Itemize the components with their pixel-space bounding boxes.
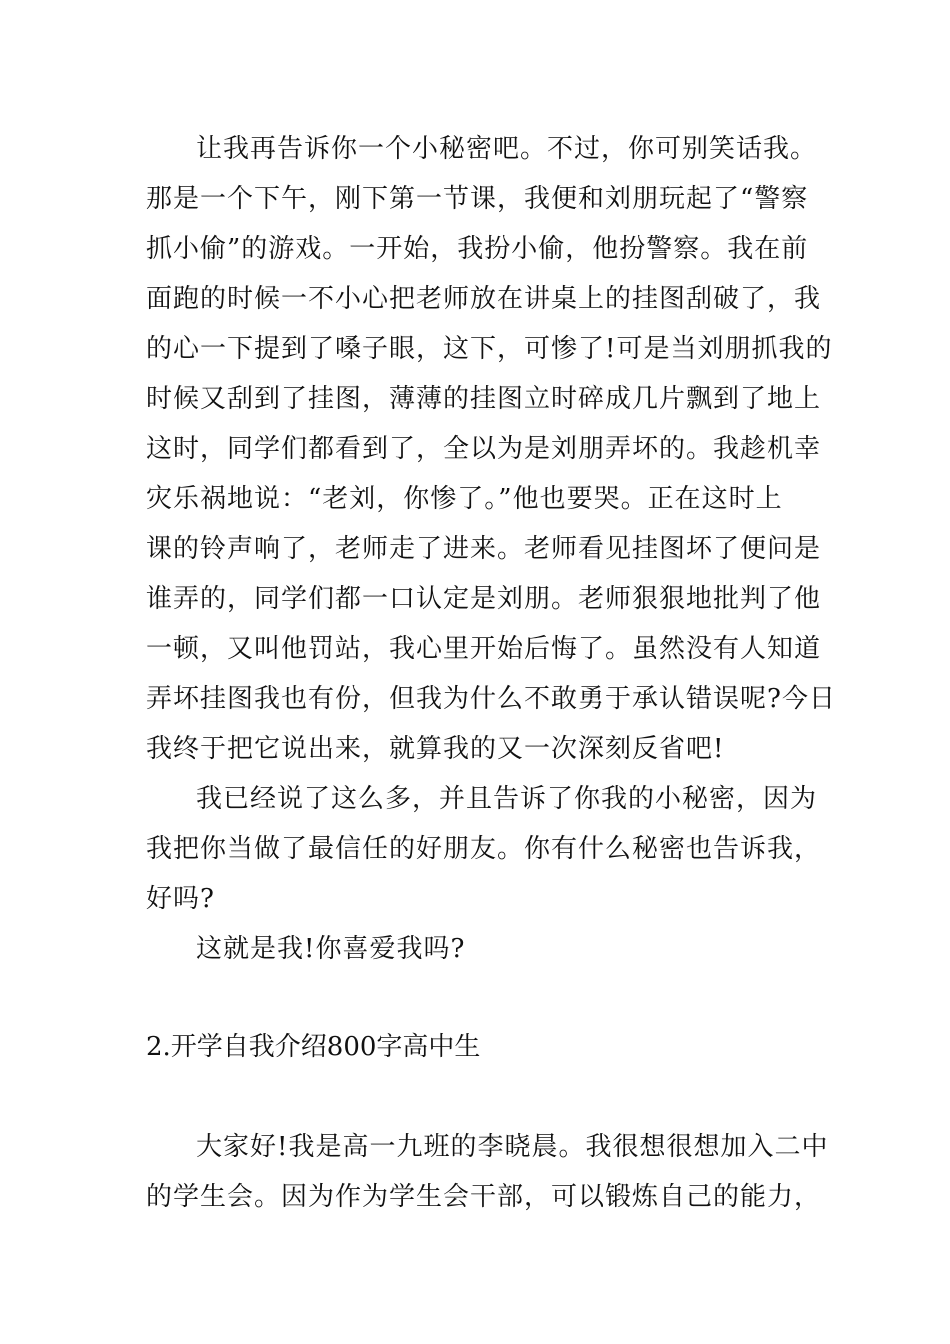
paragraph-line: 抓小偷”的游戏。一开始，我扮小偷，他扮警察。我在前 [146, 234, 809, 264]
paragraph-line: 我终于把它说出来，就算我的又一次深刻反省吧! [146, 734, 725, 764]
paragraph-line: 一顿，又叫他罚站，我心里开始后悔了。虽然没有人知道 [146, 634, 822, 664]
paragraph-line: 的学生会。因为作为学生会干部，可以锻炼自己的能力， [146, 1182, 822, 1212]
paragraph-line: 时候又刮到了挂图，薄薄的挂图立时碎成几片飘到了地上 [146, 384, 822, 414]
paragraph-line: 灾乐祸地说：“老刘，你惨了。”他也要哭。正在这时上 [146, 484, 783, 514]
paragraph-line: 面跑的时候一不小心把老师放在讲桌上的挂图刮破了，我 [146, 284, 822, 314]
section-heading: 2.开学自我介绍800字高中生 [146, 1032, 481, 1062]
paragraph-line: 这时，同学们都看到了，全以为是刘朋弄坏的。我趁机幸 [146, 434, 822, 464]
paragraph-line: 这就是我!你喜爱我吗? [196, 934, 466, 964]
paragraph-line: 谁弄的，同学们都一口认定是刘朋。老师狠狠地批判了他 [146, 584, 822, 614]
paragraph-line: 的心一下提到了嗓子眼，这下，可惨了!可是当刘朋抓我的 [146, 334, 833, 364]
paragraph-line: 让我再告诉你一个小秘密吧。不过，你可别笑话我。 [196, 134, 818, 164]
paragraph-line: 我把你当做了最信任的好朋友。你有什么秘密也告诉我， [146, 834, 822, 864]
paragraph-line: 课的铃声响了，老师走了进来。老师看见挂图坏了便问是 [146, 534, 822, 564]
paragraph-line: 弄坏挂图我也有份，但我为什么不敢勇于承认错误呢?今日 [146, 684, 836, 714]
paragraph-line: 大家好!我是高一九班的李晓晨。我很想很想加入二中 [196, 1132, 829, 1162]
paragraph-line: 那是一个下午，刚下第一节课，我便和刘朋玩起了“警察 [146, 184, 809, 214]
paragraph-line: 好吗? [146, 884, 215, 914]
paragraph-line: 我已经说了这么多，并且告诉了你我的小秘密，因为 [196, 784, 818, 814]
